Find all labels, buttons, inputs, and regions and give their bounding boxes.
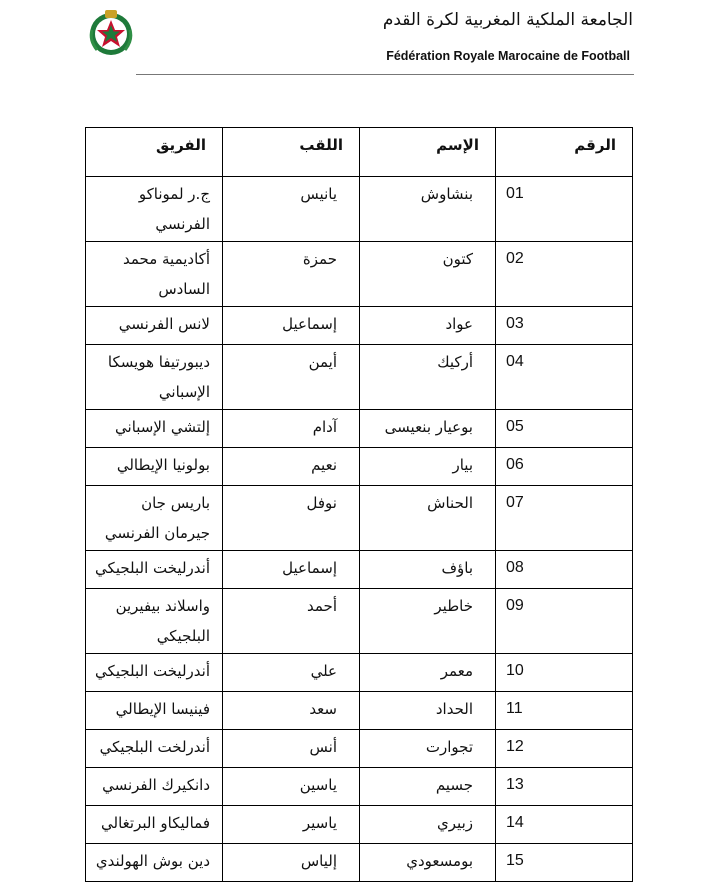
name-cell: أركيك	[360, 345, 496, 410]
team-cell: باريس جان جيرمان الفرنسي	[86, 486, 223, 551]
table-row	[86, 692, 633, 730]
name-cell: عواد	[360, 307, 496, 345]
number-cell: 13	[496, 768, 633, 806]
surname-cell: أيمن	[223, 345, 360, 410]
surname-cell: آدام	[223, 410, 360, 448]
number-cell: 14	[496, 806, 633, 844]
surname-cell: حمزة	[223, 242, 360, 307]
column-header-surname: اللقب	[223, 128, 360, 177]
table-row	[86, 768, 633, 806]
name-cell: بنشاوش	[360, 177, 496, 242]
surname-cell: ياسين	[223, 768, 360, 806]
team-cell: بولونيا الإيطالي	[86, 448, 223, 486]
surname-cell: نعيم	[223, 448, 360, 486]
number-cell: 09	[496, 589, 633, 654]
column-header-name: الإسم	[360, 128, 496, 177]
team-cell: أندرليخت البلجيكي	[86, 654, 223, 692]
team-cell: أندرلخت البلجيكي	[86, 730, 223, 768]
table-row	[86, 307, 633, 345]
surname-cell: يانيس	[223, 177, 360, 242]
surname-cell: إلياس	[223, 844, 360, 882]
surname-cell: نوفل	[223, 486, 360, 551]
header-divider	[136, 74, 634, 75]
name-cell: زبيري	[360, 806, 496, 844]
team-cell: دين بوش الهولندي	[86, 844, 223, 882]
number-cell: 11	[496, 692, 633, 730]
name-cell: معمر	[360, 654, 496, 692]
name-cell: بيار	[360, 448, 496, 486]
frmf-crest-icon	[87, 8, 135, 58]
team-cell: ديبورتيفا هويسكا الإسباني	[86, 345, 223, 410]
table-row	[86, 242, 633, 307]
table-row	[86, 345, 633, 410]
team-cell: لانس الفرنسي	[86, 307, 223, 345]
team-cell: فماليكاو البرتغالي	[86, 806, 223, 844]
table-row	[86, 486, 633, 551]
surname-cell: أحمد	[223, 589, 360, 654]
name-cell: بوعيار بنعيسى	[360, 410, 496, 448]
table-row	[86, 177, 633, 242]
surname-cell: علي	[223, 654, 360, 692]
number-cell: 10	[496, 654, 633, 692]
name-cell: الحداد	[360, 692, 496, 730]
name-cell: الحناش	[360, 486, 496, 551]
surname-cell: إسماعيل	[223, 551, 360, 589]
number-cell: 02	[496, 242, 633, 307]
name-cell: خاطير	[360, 589, 496, 654]
table-row	[86, 448, 633, 486]
number-cell: 04	[496, 345, 633, 410]
column-header-number: الرقم	[496, 128, 633, 177]
org-name-arabic: الجامعة الملكية المغربية لكرة القدم	[382, 10, 633, 30]
team-cell: إلتشي الإسباني	[86, 410, 223, 448]
org-name-french: Fédération Royale Marocaine de Football	[386, 49, 630, 63]
team-cell: واسلاند بيفيرين البلجيكي	[86, 589, 223, 654]
number-cell: 03	[496, 307, 633, 345]
team-cell: أكاديمية محمد السادس	[86, 242, 223, 307]
number-cell: 05	[496, 410, 633, 448]
team-cell: ج.ر لموناكو الفرنسي	[86, 177, 223, 242]
number-cell: 08	[496, 551, 633, 589]
name-cell: تجوارت	[360, 730, 496, 768]
players-table	[85, 127, 633, 882]
name-cell: جسيم	[360, 768, 496, 806]
number-cell: 06	[496, 448, 633, 486]
surname-cell: سعد	[223, 692, 360, 730]
table-row	[86, 806, 633, 844]
table-header-row	[86, 128, 633, 177]
column-header-team: الفريق	[86, 128, 223, 177]
surname-cell: ياسير	[223, 806, 360, 844]
table-row	[86, 589, 633, 654]
table-row	[86, 410, 633, 448]
table-row	[86, 654, 633, 692]
team-cell: فينيسا الإيطالي	[86, 692, 223, 730]
number-cell: 07	[496, 486, 633, 551]
number-cell: 15	[496, 844, 633, 882]
number-cell: 12	[496, 730, 633, 768]
team-cell: دانكيرك الفرنسي	[86, 768, 223, 806]
name-cell: كتون	[360, 242, 496, 307]
surname-cell: إسماعيل	[223, 307, 360, 345]
name-cell: بومسعودي	[360, 844, 496, 882]
team-cell: أندرليخت البلجيكي	[86, 551, 223, 589]
table-row	[86, 844, 633, 882]
name-cell: باؤف	[360, 551, 496, 589]
number-cell: 01	[496, 177, 633, 242]
surname-cell: أنس	[223, 730, 360, 768]
table-row	[86, 730, 633, 768]
table-row	[86, 551, 633, 589]
